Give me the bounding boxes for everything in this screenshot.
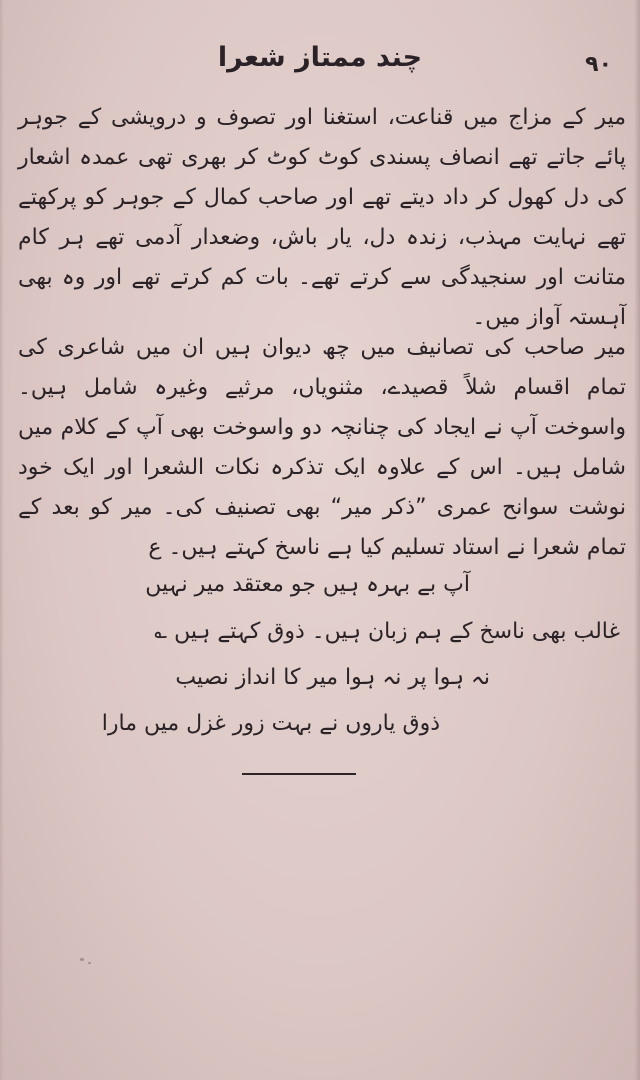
page-number: ۹۰ (585, 52, 612, 77)
verse-line-3: ذوق یاروں نے بہت زور غزل میں مارا (101, 711, 440, 736)
ink-speck (80, 958, 84, 961)
ink-speck (88, 962, 91, 964)
verse-line-2: نہ ہوا پر نہ ہوا میر کا انداز نصیب (175, 665, 490, 690)
prose-line-ghalib: غالب بھی ناسخ کے ہم زبان ہیں۔ ذوق کہتے ہیں ؎ (154, 619, 620, 644)
header-title: چند ممتاز شعرا (217, 42, 423, 73)
paragraph-1: میر کے مزاج میں قناعت، استغنا اور تصوف و درویشی کے جوہر پائے جاتے تھے انصاف پسندی کوٹ کوٹ کر بھری تھی عمدہ اشعار کی دل کھول کر داد دیتے تھے اور صاحب کمال کے جوہر کو پرکھتے تھے نہایت مہذب، زندہ دل، یار باش، وضعدار آدمی تھے ہر کام متانت اور سنجیدگی سے کرتے تھے۔ بات کم کرتے تھے اور وہ بھی آہستہ آواز میں۔ (18, 105, 626, 330)
end-rule-divider (242, 773, 356, 775)
verse-line-1: آپ بے بہرہ ہیں جو معتقد میر نہیں (145, 572, 470, 597)
paragraph-2: میر صاحب کی تصانیف میں چھ دیوان ہیں ان میں شاعری کی تمام اقسام شلاً قصیدے، مثنویاں، مرثیے وغیرہ شامل ہیں۔ واسوخت آپ نے ایجاد کی چنانچہ دو واسوخت بھی آپ کے کلام میں شامل ہیں۔ اس کے علاوہ ایک تذکرہ نکات الشعرا اور ایک خود نوشت سوانح عمری ”ذکر میر“ بھی تصنیف کی۔ میر کو بعد کے تمام شعرا نے استاد تسلیم کیا ہے ناسخ کہتے ہیں۔ ع (18, 335, 626, 560)
